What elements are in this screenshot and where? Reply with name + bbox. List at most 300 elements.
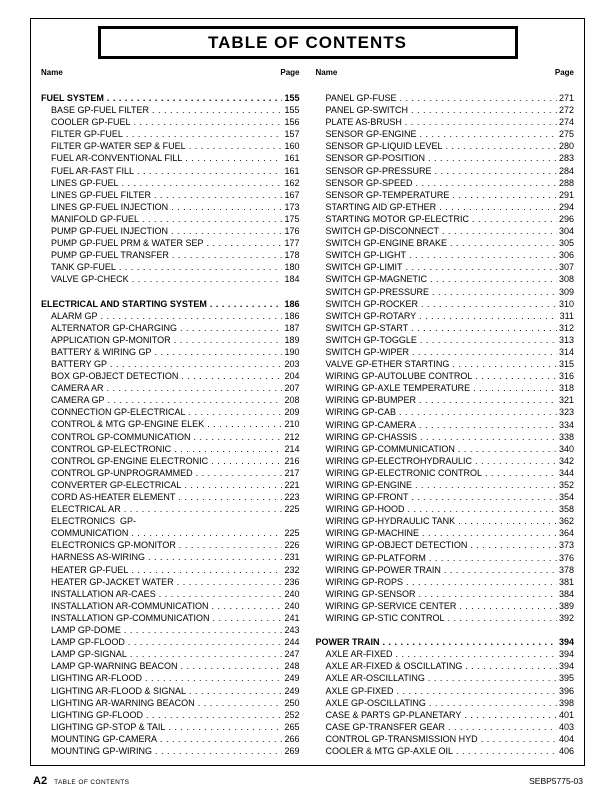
toc-entry-label: LAMP GP-DOME — [51, 625, 121, 636]
dot-leader — [137, 165, 282, 177]
toc-entry-label: TANK GP-FUEL — [51, 262, 116, 273]
toc-entry-label: COOLER & MTG GP-AXLE OIL — [325, 745, 454, 756]
toc-entry-page: 406 — [558, 745, 574, 756]
column-headers — [31, 68, 584, 77]
toc-entry-page: 176 — [284, 226, 300, 237]
toc-entry-row — [41, 443, 300, 455]
dot-leader — [412, 491, 557, 503]
toc-entry-label: PLATE AS-BRUSH — [325, 117, 402, 128]
toc-entry-row — [316, 273, 575, 285]
toc-entry-row — [41, 455, 300, 467]
toc-entry-label: MOUNTING GP-CAMERA — [51, 733, 158, 744]
toc-entry-page: 243 — [284, 625, 300, 636]
toc-entry-row — [316, 370, 575, 382]
toc-entry-row — [316, 104, 575, 116]
toc-entry-label: WIRING GP-ELECTRONIC CONTROL — [325, 467, 483, 478]
toc-entry-page: 283 — [558, 153, 574, 164]
toc-entry-label: CONVERTER GP-ELECTRICAL — [51, 479, 182, 490]
toc-entry-label: SWITCH GP-MAGNETIC — [325, 274, 427, 285]
dot-leader — [470, 539, 557, 551]
toc-entry-row — [316, 298, 575, 310]
toc-entry-row — [316, 213, 575, 225]
toc-entry-label: HARNESS AS-WIRING — [51, 552, 146, 563]
toc-entry-page: 212 — [284, 431, 300, 442]
toc-section-row — [316, 636, 575, 648]
name-header: Name — [315, 68, 338, 77]
toc-entry-label: BASE GP-FUEL FILTER — [51, 105, 150, 116]
toc-entry-row — [316, 382, 575, 394]
dot-leader — [430, 273, 557, 285]
toc-entry-page: 309 — [558, 286, 574, 297]
toc-entry-label: WIRING GP-HYDRAULIC TANK — [325, 516, 456, 527]
toc-entry-label: CAMERA AR — [51, 383, 104, 394]
toc-entry-page: 362 — [558, 516, 574, 527]
toc-entry-page: 249 — [284, 685, 300, 696]
toc-entry-row — [316, 140, 575, 152]
toc-entry-row — [41, 503, 300, 515]
dot-leader — [448, 721, 557, 733]
toc-entry-page: 307 — [558, 262, 574, 273]
toc-entry-page: 311 — [559, 310, 574, 321]
toc-entry-row — [316, 660, 575, 672]
toc-entry-row — [41, 128, 300, 140]
toc-entry-page: 155 — [284, 93, 300, 103]
toc-entry-row — [316, 165, 575, 177]
toc-entry-label: POWER TRAIN — [315, 637, 380, 648]
toc-entry-label: LIGHTING GP-STOP & TAIL — [51, 721, 166, 732]
dot-leader — [177, 576, 283, 588]
toc-entry-page: 392 — [558, 613, 574, 624]
dot-leader — [134, 116, 283, 128]
dot-leader — [171, 201, 282, 213]
dot-leader — [207, 237, 283, 249]
dot-leader — [211, 455, 282, 467]
toc-entry-row — [316, 733, 575, 745]
dot-leader — [419, 588, 557, 600]
toc-entry-row — [41, 672, 300, 684]
toc-entry-row — [41, 213, 300, 225]
dot-leader — [420, 431, 557, 443]
dot-leader — [459, 600, 557, 612]
toc-entry-row — [316, 491, 575, 503]
toc-entry-label: CONTROL GP-ENGINE ELECTRONIC — [51, 455, 209, 466]
toc-entry-page: 312 — [558, 322, 574, 333]
toc-entry-label: CONTROL GP-ELECTRONIC — [51, 443, 172, 454]
dot-leader — [128, 636, 283, 648]
dot-leader — [399, 406, 557, 418]
toc-entry-page: 340 — [558, 443, 574, 454]
toc-entry-page: 189 — [284, 334, 300, 345]
toc-entry-page: 373 — [558, 540, 574, 551]
footer-left — [33, 775, 129, 787]
toc-entry-page: 162 — [284, 177, 300, 188]
toc-entry-row — [41, 225, 300, 237]
toc-entry-label: WIRING GP-HOOD — [325, 504, 405, 515]
toc-entry-page: 177 — [284, 238, 300, 249]
dot-leader — [432, 286, 557, 298]
toc-entry-row — [316, 261, 575, 273]
toc-entry-label: LINES GP-FUEL FILTER — [51, 189, 152, 200]
toc-entry-row — [316, 672, 575, 684]
toc-section-row — [41, 92, 300, 104]
toc-entry-row — [316, 455, 575, 467]
toc-entry-row — [316, 467, 575, 479]
toc-entry-label: FILTER GP-WATER SEP & FUEL — [51, 141, 186, 152]
toc-entry-page: 310 — [558, 298, 574, 309]
dot-leader — [178, 491, 282, 503]
toc-entry-page: 269 — [284, 745, 300, 756]
toc-entry-label: FUEL AR-CONVENTIONAL FILL — [51, 153, 183, 164]
toc-entry-row — [316, 237, 575, 249]
toc-entry-page: 323 — [558, 407, 574, 418]
toc-entry-row — [41, 140, 300, 152]
toc-entry-label: FUEL SYSTEM — [41, 93, 104, 103]
dot-leader — [458, 515, 557, 527]
dot-leader — [181, 370, 282, 382]
toc-entry-page: 223 — [284, 492, 300, 502]
toc-entry-page: 240 — [284, 588, 300, 599]
toc-entry-label: SWITCH GP-START — [325, 322, 409, 333]
dot-leader — [435, 165, 557, 177]
toc-entry-label: INSTALLATION AR-CAES — [51, 588, 156, 599]
toc-entry-label: PANEL GP-SWITCH — [325, 105, 409, 116]
toc-entry-label: CASE & PARTS GP-PLANETARY — [325, 709, 462, 720]
toc-entry-row — [41, 697, 300, 709]
toc-entry-label: SWITCH GP-TOGGLE — [325, 334, 417, 345]
toc-entry-page: 334 — [558, 419, 574, 430]
toc-entry-label: ELECTRONICS GP- — [51, 516, 137, 527]
toc-entry-page: 173 — [284, 201, 300, 212]
toc-entry-row — [41, 370, 300, 382]
toc-entry-page: 248 — [284, 661, 300, 672]
toc-entry-page: 214 — [284, 443, 300, 454]
dot-leader — [174, 443, 282, 455]
toc-entry-row — [41, 406, 300, 418]
toc-entry-row — [316, 394, 575, 406]
toc-entry-label: SWITCH GP-LIGHT — [325, 250, 406, 261]
toc-entry-row — [316, 419, 575, 431]
toc-entry-label: LAMP GP-FLOOD — [51, 637, 125, 648]
dot-leader — [452, 189, 557, 201]
toc-entry-row — [41, 527, 300, 539]
toc-entry-page: 288 — [558, 177, 574, 188]
dot-leader — [442, 225, 557, 237]
toc-entry-label: MANIFOLD GP-FUEL — [51, 213, 140, 224]
toc-entry-row — [316, 322, 575, 334]
toc-entry-page: 318 — [558, 383, 574, 394]
toc-entry-row — [41, 237, 300, 249]
toc-entry-page: 305 — [558, 238, 574, 249]
dot-leader — [131, 527, 282, 539]
dot-leader — [428, 152, 557, 164]
toc-entry-page: 358 — [558, 504, 574, 515]
toc-entry-label: ELECTRICAL AND STARTING SYSTEM — [41, 298, 207, 309]
toc-entry-label: LINES GP-FUEL INJECTION — [51, 201, 169, 212]
toc-entry-label: SWITCH GP-LIMIT — [325, 262, 403, 273]
toc-entry-page: 203 — [284, 358, 300, 369]
toc-entry-row — [316, 588, 575, 600]
toc-entry-row — [41, 116, 300, 128]
toc-entry-page: 249 — [284, 673, 300, 684]
toc-entry-row — [41, 660, 300, 672]
dot-leader — [452, 358, 557, 370]
dot-leader — [421, 298, 557, 310]
dot-leader — [473, 382, 557, 394]
dot-leader — [155, 745, 282, 757]
toc-entry-row — [316, 431, 575, 443]
dot-leader — [465, 660, 557, 672]
footer-section-label: TABLE OF CONTENTS — [54, 779, 130, 786]
toc-entry-page: 314 — [558, 346, 574, 357]
toc-entry-label: ALTERNATOR GP-CHARGING — [51, 322, 178, 333]
dot-leader — [456, 745, 557, 757]
toc-entry-label: LIGHTING AR-FLOOD — [51, 673, 143, 684]
dot-leader — [159, 588, 283, 600]
toc-entry-row — [41, 551, 300, 563]
toc-entry-label: ELECTRICAL AR — [51, 504, 121, 515]
dot-leader — [146, 709, 282, 721]
dot-leader — [444, 564, 557, 576]
toc-entry-row — [316, 310, 575, 322]
toc-entry-page: 207 — [284, 383, 300, 394]
toc-entry-row — [41, 636, 300, 648]
toc-entry-label: SWITCH GP-ROCKER — [325, 298, 419, 309]
toc-entry-row — [41, 394, 300, 406]
title-box — [98, 26, 518, 59]
toc-entry-label: FILTER GP-FUEL — [51, 129, 123, 140]
toc-entry-label: WIRING GP-CAMERA — [325, 419, 417, 430]
dot-leader — [185, 152, 282, 164]
toc-entry-page: 208 — [284, 395, 300, 406]
dot-leader — [396, 648, 557, 660]
dot-leader — [439, 201, 557, 213]
toc-entry-row — [316, 346, 575, 358]
dot-leader — [420, 128, 557, 140]
toc-entry-page: 217 — [284, 467, 300, 478]
toc-entry-row — [316, 709, 575, 721]
toc-entry-label: WIRING GP-SENSOR — [325, 588, 416, 599]
toc-entry-label: WIRING GP-ELECTROHYDRAULIC — [325, 455, 473, 466]
toc-entry-label: AXLE AR-FIXED — [325, 649, 393, 660]
toc-entry-label: SENSOR GP-ENGINE — [325, 129, 417, 140]
toc-entry-label: BOX GP-OBJECT DETECTION — [51, 371, 179, 382]
toc-entry-row — [41, 491, 300, 503]
toc-entry-label: COMMUNICATION — [51, 528, 129, 539]
toc-entry-page: 404 — [558, 733, 574, 744]
toc-entry-page: 210 — [284, 419, 300, 430]
toc-entry-row — [316, 576, 575, 588]
name-header: Name — [41, 68, 63, 77]
toc-entry-page: 395 — [558, 673, 574, 684]
toc-entry-row — [316, 600, 575, 612]
toc-entry-label: CONTROL GP-TRANSMISSION HYD — [325, 733, 478, 744]
toc-entry-label: LINES GP-FUEL — [51, 177, 119, 188]
toc-entry-label: WIRING GP-FRONT — [325, 492, 409, 503]
toc-entry-label: WIRING GP-POWER TRAIN — [325, 564, 441, 575]
toc-entry-row — [316, 358, 575, 370]
dot-leader — [408, 503, 557, 515]
toc-entry-page: 271 — [558, 93, 574, 103]
dot-leader — [416, 177, 557, 189]
toc-entry-label: PANEL GP-FUSE — [325, 93, 397, 103]
toc-entry-label: INSTALLATION GP-COMMUNICATION — [51, 612, 210, 623]
toc-entry-page: 306 — [558, 250, 574, 261]
toc-entry-row — [41, 564, 300, 576]
dot-leader — [450, 237, 557, 249]
toc-entry-row — [316, 515, 575, 527]
dot-leader — [152, 104, 282, 116]
toc-entry-page: 284 — [558, 165, 574, 176]
toc-entry-row — [316, 225, 575, 237]
footer-doc-number: SEBP5775-03 — [529, 776, 583, 786]
toc-entry-label: SWITCH GP-ROTARY — [325, 310, 417, 321]
toc-entry-label: APPLICATION GP-MONITOR — [51, 334, 171, 345]
toc-entry-row — [316, 334, 575, 346]
toc-entry-label: LIGHTING AR-FLOOD & SIGNAL — [51, 685, 187, 696]
dot-leader — [107, 382, 283, 394]
dot-leader — [180, 322, 282, 334]
toc-entry-row — [41, 201, 300, 213]
dot-leader — [189, 685, 282, 697]
toc-entry-row — [41, 539, 300, 551]
toc-entry-page: 161 — [284, 153, 300, 164]
toc-entry-row — [41, 709, 300, 721]
toc-entry-label: CASE GP-TRANSFER GEAR — [325, 721, 446, 732]
toc-entry-label: STARTING MOTOR GP-ELECTRIC — [325, 213, 470, 224]
dot-leader — [168, 721, 282, 733]
toc-entry-page: 186 — [284, 310, 300, 321]
toc-entry-row — [41, 685, 300, 697]
toc-entry-row — [41, 418, 300, 430]
dot-leader — [122, 177, 283, 189]
toc-entry-label: SWITCH GP-PRESSURE — [325, 286, 430, 297]
toc-entry-page: 294 — [558, 201, 574, 212]
toc-entry-row — [41, 733, 300, 745]
dot-leader — [475, 455, 557, 467]
toc-entry-label: SENSOR GP-POSITION — [325, 153, 426, 164]
dot-leader — [131, 564, 282, 576]
toc-entry-page: 266 — [284, 733, 300, 744]
toc-entry-label: CAMERA GP — [51, 395, 105, 406]
toc-entry-page: 376 — [558, 552, 574, 563]
toc-entry-row — [316, 503, 575, 515]
dot-leader — [397, 685, 557, 697]
dot-leader — [485, 467, 557, 479]
toc-entry-page: 187 — [284, 322, 300, 333]
toc-entry-row — [41, 745, 300, 757]
toc-entry-page: 274 — [558, 117, 574, 128]
toc-entry-page: 344 — [558, 467, 574, 478]
toc-entry-page: 378 — [558, 564, 574, 575]
toc-entry-page: 190 — [284, 346, 300, 357]
toc-entry-row — [41, 600, 300, 612]
toc-entry-page: 354 — [558, 492, 574, 503]
toc-entry-label: FUEL AR-FAST FILL — [51, 165, 135, 176]
toc-entry-page: 175 — [284, 213, 300, 224]
toc-entry-row — [316, 527, 575, 539]
toc-entry-label: LAMP GP-WARNING BEACON — [51, 661, 178, 672]
dot-leader — [179, 539, 283, 551]
toc-entry-page: 184 — [284, 274, 300, 285]
toc-entry-label: WIRING GP-MACHINE — [325, 528, 419, 539]
toc-entry-page: 240 — [284, 600, 300, 611]
toc-entry-row — [316, 685, 575, 697]
toc-entry-page: 304 — [558, 226, 574, 237]
toc-entry-page: 186 — [284, 298, 300, 309]
dot-leader — [428, 672, 557, 684]
toc-entry-page: 241 — [284, 612, 300, 623]
dot-leader — [194, 431, 283, 443]
toc-entry-page: 316 — [558, 371, 574, 382]
dot-leader — [142, 213, 282, 225]
dot-leader — [160, 733, 282, 745]
dot-leader — [126, 128, 283, 140]
toc-entry-page: 394 — [558, 637, 574, 648]
toc-entry-row — [316, 152, 575, 164]
toc-entry-label: WIRING GP-SERVICE CENTER — [325, 600, 457, 611]
dot-leader — [458, 443, 557, 455]
toc-entry-row — [41, 721, 300, 733]
dot-leader — [409, 249, 557, 261]
dot-leader — [475, 370, 557, 382]
page-title: TABLE OF CONTENTS — [208, 33, 407, 52]
toc-entry-label: CORD AS-HEATER ELEMENT — [51, 492, 176, 502]
toc-entry-page: 308 — [558, 274, 574, 285]
toc-entry-row — [41, 322, 300, 334]
dot-leader — [110, 358, 282, 370]
toc-entry-row — [316, 249, 575, 261]
toc-entry-page: 315 — [558, 359, 574, 370]
toc-entry-row — [41, 382, 300, 394]
toc-entry-label: SENSOR GP-SPEED — [325, 177, 413, 188]
toc-entry-label: LAMP GP-SIGNAL — [51, 649, 127, 660]
page-header: Page — [280, 68, 300, 77]
toc-entry-page: 155 — [284, 105, 300, 116]
toc-entry-label: CONTROL & MTG GP-ENGINE ELEK — [51, 419, 205, 430]
page-frame — [30, 18, 585, 766]
toc-entry-label: ELECTRONICS GP-MONITOR — [51, 540, 176, 551]
toc-entry-label: HEATER GP-FUEL — [51, 564, 129, 575]
dot-leader — [181, 660, 283, 672]
toc-entry-page: 247 — [284, 649, 300, 660]
toc-entry-label: PUMP GP-FUEL INJECTION — [51, 226, 169, 237]
toc-entry-page: 401 — [558, 709, 574, 720]
dot-leader — [198, 697, 283, 709]
toc-entry-page: 338 — [558, 431, 574, 442]
toc-entry-label: BATTERY GP — [51, 358, 108, 369]
toc-entry-label: PUMP GP-FUEL TRANSFER — [51, 250, 169, 261]
toc-entry-page: 156 — [284, 117, 300, 128]
toc-entry-page: 178 — [284, 250, 300, 261]
toc-entry-label: WIRING GP-COMMUNICATION — [325, 443, 455, 454]
toc-entry-row — [316, 177, 575, 189]
toc-entry-row — [316, 286, 575, 298]
toc-entry-label: SWITCH GP-ENGINE BRAKE — [325, 238, 448, 249]
dot-leader — [189, 140, 283, 152]
dot-leader — [130, 648, 283, 660]
toc-entry-row — [41, 467, 300, 479]
dot-leader — [429, 697, 557, 709]
toc-entry-label: INSTALLATION AR-COMMUNICATION — [51, 600, 209, 611]
toc-entry-page: 384 — [558, 588, 574, 599]
toc-entry-label: AXLE GP-FIXED — [325, 685, 394, 696]
toc-entry-page: 394 — [558, 649, 574, 660]
toc-entry-label: ALARM GP — [51, 310, 98, 321]
toc-entry-page: 225 — [284, 504, 300, 515]
toc-entry-label: LIGHTING AR-WARNING BEACON — [51, 697, 195, 708]
toc-entry-row — [316, 116, 575, 128]
toc-columns — [31, 92, 584, 757]
